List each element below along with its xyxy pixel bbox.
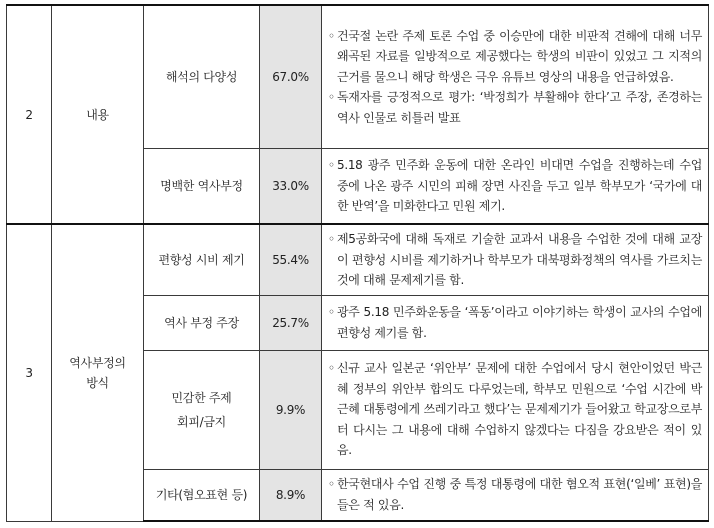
subcategory-line: 편향성 시비 제기 bbox=[158, 252, 245, 267]
example-cell bbox=[322, 350, 709, 469]
category-line: 내용 bbox=[86, 107, 109, 122]
subcategory-line: 해석의 다양성 bbox=[165, 69, 238, 84]
subcategory-line: 명백한 역사부정 bbox=[160, 178, 243, 193]
example-cell bbox=[322, 469, 709, 521]
row-number: 2 bbox=[7, 5, 52, 224]
subcategory-cell bbox=[144, 224, 260, 295]
example-text: 한국현대사 수업 진행 중 특정 대통령에 대한 혐오적 표현(‘일베’ 표현)을 들은 적 있음. bbox=[337, 477, 702, 512]
example-item bbox=[328, 302, 702, 343]
table-row bbox=[7, 224, 709, 295]
percent-cell: 33.0% bbox=[260, 148, 322, 224]
example-cell bbox=[322, 224, 709, 295]
table-row bbox=[7, 5, 709, 148]
example-text: 제5공화국에 대해 독재로 기술한 교과서 내용을 수업한 것에 대해 교장이 편향성 시비를 제기하거나 학부모가 대북평화정책의 역사를 가르치는 것에 대해 문제제기를 함. bbox=[337, 232, 702, 287]
example-cell bbox=[322, 148, 709, 224]
circle-bullet-icon: ◦ bbox=[328, 28, 335, 43]
percent-cell: 8.9% bbox=[260, 469, 322, 521]
subcategory-line: 기타(혐오표현 등) bbox=[155, 487, 248, 502]
subcategory-cell bbox=[144, 295, 260, 350]
circle-bullet-icon: ◦ bbox=[328, 361, 335, 376]
history-denial-table bbox=[6, 4, 709, 522]
example-text: 독재자를 긍정적으로 평가: ‘박정희가 부활해야 한다’고 주장, 존경하는 역사 인물로 히틀러 발표 bbox=[337, 90, 702, 125]
example-item bbox=[328, 358, 702, 461]
circle-bullet-icon: ◦ bbox=[328, 158, 335, 172]
subcategory-cell bbox=[144, 5, 260, 148]
category-line: 역사부정의 bbox=[69, 355, 126, 370]
example-item bbox=[328, 87, 702, 128]
category-cell bbox=[52, 5, 144, 224]
example-item bbox=[328, 26, 702, 88]
circle-bullet-icon: ◦ bbox=[328, 477, 335, 492]
example-cell bbox=[322, 5, 709, 148]
example-text: 건국절 논란 주제 토론 수업 중 이승만에 대한 비판적 견해에 대해 너무 왜곡된 자료를 일방적으로 제공했다는 학생의 비판이 있었고 그 지적의 근거를 물으니 해당 학생은 극우 유튜브 영상의 내용을 언급하였음. bbox=[337, 28, 702, 84]
percent-cell: 67.0% bbox=[260, 5, 322, 148]
subcategory-cell bbox=[144, 469, 260, 521]
row-number: 3 bbox=[7, 224, 52, 521]
example-item bbox=[328, 155, 702, 217]
subcategory-line: 회피/금지 bbox=[177, 414, 226, 429]
subcategory-cell bbox=[144, 350, 260, 469]
percent-cell: 9.9% bbox=[260, 350, 322, 469]
subcategory-cell bbox=[144, 148, 260, 224]
subcategory-line: 역사 부정 주장 bbox=[164, 315, 239, 330]
example-item bbox=[328, 229, 702, 291]
circle-bullet-icon: ◦ bbox=[328, 90, 335, 104]
example-text: 신규 교사 일본군 ‘위안부’ 문제에 대한 수업에서 당시 현안이었던 박근혜 정부의 위안부 합의도 다루었는데, 학부모 민원으로 ‘수업 시간에 박근혜 대통령에게 쓰레기라고 했다’는 문제제기가 들어왔고 학교장으로부터 다시는 그 내용에 대해 수업하지 않겠다는 다짐을 강요받은 적이 있음. bbox=[337, 361, 702, 458]
percent-cell: 55.4% bbox=[260, 224, 322, 295]
percent-cell: 25.7% bbox=[260, 295, 322, 350]
category-line: 방식 bbox=[86, 375, 109, 390]
example-text: 5.18 광주 민주화 운동에 대한 온라인 비대면 수업을 진행하는데 수업 중에 나온 광주 시민의 피해 장면 사진을 두고 일부 학부모가 ‘국가에 대한 반역’을 미화한다고 민원 제기. bbox=[337, 158, 702, 213]
circle-bullet-icon: ◦ bbox=[328, 232, 335, 246]
circle-bullet-icon: ◦ bbox=[328, 305, 335, 319]
subcategory-line: 민감한 주제 bbox=[171, 390, 232, 405]
example-item bbox=[328, 474, 702, 515]
example-text: 광주 5.18 민주화운동을 ‘폭동’이라고 이야기하는 학생이 교사의 수업에 편향성 제기를 함. bbox=[337, 305, 702, 340]
category-cell bbox=[52, 224, 144, 521]
example-cell bbox=[322, 295, 709, 350]
